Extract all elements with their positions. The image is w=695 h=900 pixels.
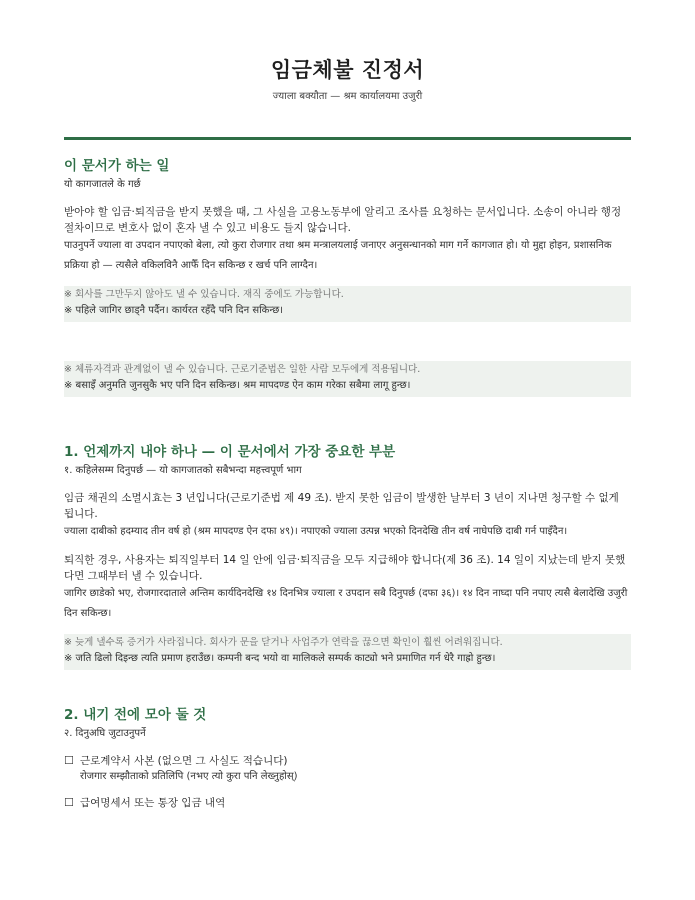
- note-korean: ※ 늦게 낼수록 증거가 사라집니다. 회사가 문을 닫거나 사업주가 연락을 끊으면 확인이 훨씬 어려워집니다.: [64, 637, 503, 648]
- checklist-korean: 급여명세서 또는 통장 입금 내역: [80, 797, 226, 809]
- note-nepali: ※ जति ढिलो दिइन्छ त्यति प्रमाण हराउँछ। कम्पनी बन्द भयो वा मालिकले सम्पर्क काट्यो भने प्रमाणित गर्न धेरै गाह्रो हुन्छ।: [64, 653, 496, 664]
- document-header: [64, 0, 631, 104]
- checkbox-icon: ☐: [64, 754, 74, 767]
- checkbox-icon: ☐: [64, 796, 74, 809]
- paragraph-korean: 임금 채권의 소멸시효는 3 년입니다(근로기준법 제 49 조). 받지 못한 임금이 발생한 날부터 3 년이 지나면 청구할 수 없게 됩니다.: [64, 492, 619, 520]
- checklist-nepali: रोजगार सम्झौताको प्रतिलिपि (नभए त्यो कुरा पनि लेख्नुहोस्): [80, 771, 298, 782]
- document-subtitle: ज्याला बक्यौता — श्रम कार्यालयमा उजुरी: [272, 91, 423, 102]
- note-box: [64, 634, 631, 670]
- paragraph-korean: 받아야 할 임금·퇴직금을 받지 못했을 때, 그 사실을 고용노동부에 알리고 조사를 요청하는 문서입니다. 소송이 아니라 행정 절차이므로 변호사 없이 혼자 낼 수 있고 비용도 들지 않습니다.: [64, 206, 622, 234]
- document-title: 임금체불 진정서: [270, 58, 425, 82]
- note-korean: ※ 체류자격과 관계없이 낼 수 있습니다. 근로기준법은 일한 사람 모두에게 적용됩니다.: [64, 364, 421, 375]
- note-box: [64, 361, 631, 397]
- paragraph: [64, 490, 631, 542]
- section-subtitle: १. कहिलेसम्म दिनुपर्छ — यो कागजातको सबैभन्दा महत्त्वपूर्ण भाग: [64, 465, 302, 476]
- paragraph-nepali: पाउनुपर्ने ज्याला वा उपदान नपाएको बेला, त्यो कुरा रोजगार तथा श्रम मन्त्रालयलाई जनाएर अनुसन्धानको माग गर्ने कागजात हो। यो मुद्दा होइन, प्रशासनिक प्रक्रिया हो — त्यसैले वकिलविनै आफैँ दिन सकिन्छ र खर्च पनि लाग्दैन।: [64, 240, 612, 271]
- paragraph-nepali: ज्याला दाबीको हदम्याद तीन वर्ष हो (श्रम मापदण्ड ऐन दफा ४९)। नपाएको ज्याला उत्पन्न भएको दिनदेखि तीन वर्ष नाघेपछि दाबी गर्न पाइँदैन।: [64, 526, 568, 537]
- checklist-item: [64, 753, 631, 785]
- checklist-text: [80, 753, 298, 785]
- checklist-text: [80, 795, 225, 811]
- checklist-korean: 근로계약서 사본 (없으면 그 사실도 적습니다): [80, 755, 288, 767]
- header-divider: [64, 137, 631, 140]
- paragraph: [64, 204, 631, 276]
- section-subtitle: यो कागजातले के गर्छ: [64, 179, 141, 190]
- section-title: 이 문서가 하는 일: [64, 158, 170, 174]
- section-title: 1. 언제까지 내야 하나 — 이 문서에서 가장 중요한 부분: [64, 444, 396, 460]
- note-box: [64, 286, 631, 322]
- note-nepali: ※ पहिले जागिर छाड्नै पर्दैन। कार्यरत रहँदै पनि दिन सकिन्छ।: [64, 305, 284, 316]
- section-deadline: [64, 443, 631, 670]
- note-korean: ※ 회사를 그만두지 않아도 낼 수 있습니다. 재직 중에도 가능합니다.: [64, 289, 344, 300]
- note-nepali: ※ बसाइँ अनुमति जुनसुकै भए पनि दिन सकिन्छ। श्रम मापदण्ड ऐन काम गरेका सबैमा लागू हुन्छ।: [64, 380, 411, 391]
- paragraph-nepali: जागिर छाडेको भए, रोजगारदाताले अन्तिम कार्यदिनदेखि १४ दिनभित्र ज्याला र उपदान सबै दिनुपर्छ (दफा ३६)। १४ दिन नाघ्दा पनि नपाए त्यसै बेलादेखि उजुरी दिन सकिन्छ।: [64, 588, 628, 619]
- section-prepare: [64, 706, 631, 811]
- paragraph-korean: 퇴직한 경우, 사용자는 퇴직일부터 14 일 안에 임금·퇴직금을 모두 지급해야 합니다(제 36 조). 14 일이 지났는데 받지 못했다면 그때부터 낼 수 있습니다.: [64, 554, 626, 582]
- section-subtitle: २. दिनुअघि जुटाउनुपर्ने: [64, 728, 146, 739]
- paragraph: [64, 552, 631, 624]
- checklist-item: [64, 795, 631, 811]
- section-intro: [64, 157, 631, 397]
- section-title: 2. 내기 전에 모아 둘 것: [64, 707, 207, 723]
